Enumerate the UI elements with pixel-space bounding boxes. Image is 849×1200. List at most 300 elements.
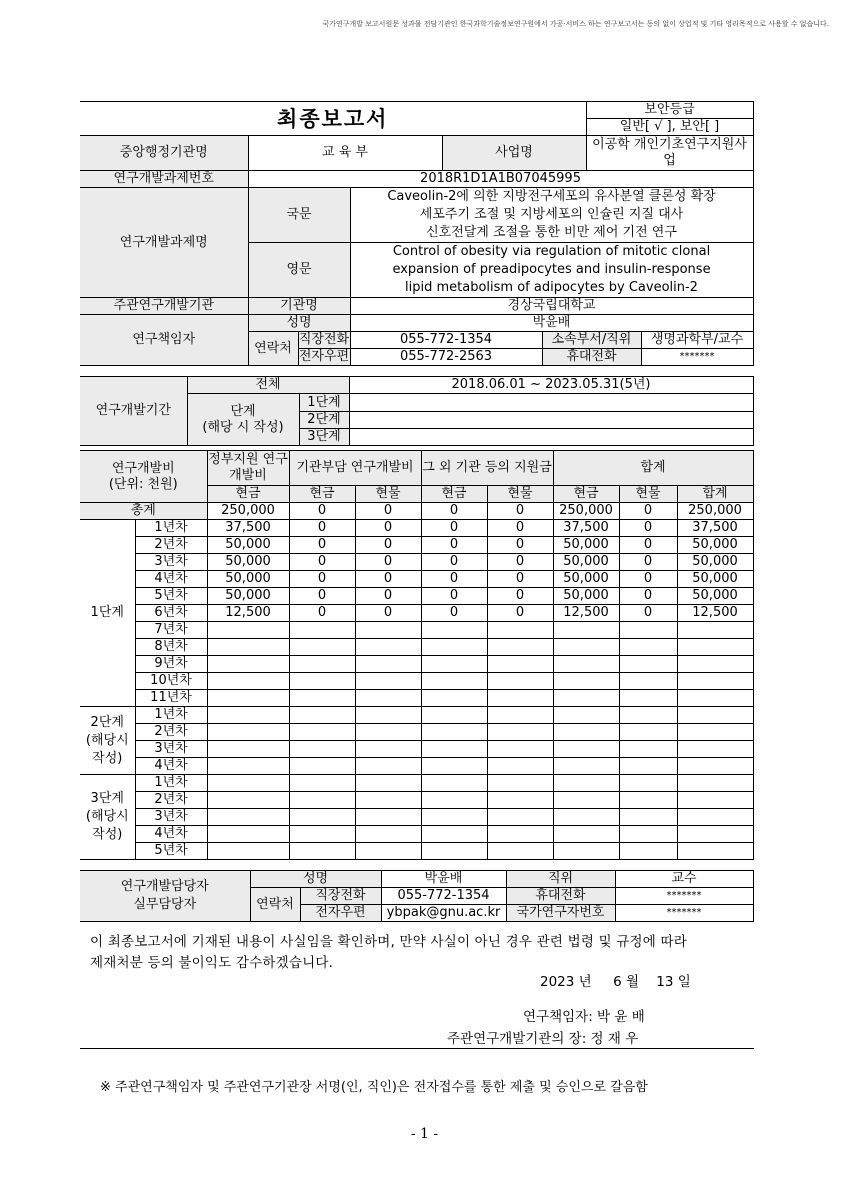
period-table <box>80 376 754 446</box>
institution-name-value: 경상국립대학교 <box>350 298 753 315</box>
budget-cell <box>487 792 553 809</box>
budget-cell <box>421 775 487 792</box>
budget-cell <box>553 792 619 809</box>
budget-cell <box>487 775 553 792</box>
budget-cell <box>355 622 421 639</box>
budget-cell: 0 <box>619 605 677 622</box>
budget-cell: 0 <box>487 503 553 520</box>
task-number-label: 연구개발과제번호 <box>80 171 248 188</box>
pi-signature: 연구책임자: 박 윤 배 <box>523 1009 645 1025</box>
budget-cell <box>289 673 355 690</box>
stage2-label: 2단계 (해당시 작성) <box>80 707 135 775</box>
budget-cell <box>553 673 619 690</box>
budget-cell <box>677 775 753 792</box>
english-title-label: 영문 <box>248 243 350 298</box>
budget-cell <box>487 724 553 741</box>
budget-cell <box>553 690 619 707</box>
budget-cell: 50,000 <box>553 554 619 571</box>
budget-cell <box>355 724 421 741</box>
budget-cell: 50,000 <box>677 554 753 571</box>
budget-year-row <box>80 639 753 656</box>
budget-cell <box>355 775 421 792</box>
budget-cell: 50,000 <box>677 571 753 588</box>
year-label: 5년차 <box>135 843 207 860</box>
budget-cell <box>619 673 677 690</box>
head-signature: 주관연구개발기관의 장: 정 재 우 <box>447 1031 639 1047</box>
budget-cell: 37,500 <box>553 520 619 537</box>
budget-cell <box>207 792 289 809</box>
korean-title-line: 세포주기 조절 및 지방세포의 인슐린 지질 대사 <box>419 207 684 222</box>
year-label: 11년차 <box>135 690 207 707</box>
budget-year-row <box>80 809 753 826</box>
budget-cell <box>487 639 553 656</box>
budget-cell <box>553 622 619 639</box>
budget-cell: 50,000 <box>207 588 289 605</box>
budget-cell: 50,000 <box>207 571 289 588</box>
budget-cell <box>207 724 289 741</box>
budget-year-row <box>80 758 753 775</box>
budget-cell <box>289 775 355 792</box>
manager-label-line: 실무담당자 <box>133 897 197 912</box>
agency-label: 중앙행정기관명 <box>80 136 248 171</box>
budget-cell <box>553 724 619 741</box>
budget-cell: 0 <box>355 554 421 571</box>
period-stage-1: 1단계 <box>299 394 349 412</box>
budget-cell: 50,000 <box>207 537 289 554</box>
budget-cell: 0 <box>619 554 677 571</box>
budget-cell <box>421 707 487 724</box>
korean-title-label: 국문 <box>248 188 350 243</box>
budget-cell: 0 <box>355 520 421 537</box>
manager-researcher-no-value: ******* <box>615 905 753 922</box>
period-stage-2: 2단계 <box>299 412 349 429</box>
budget-cell <box>487 656 553 673</box>
budget-cell: 0 <box>421 571 487 588</box>
budget-cell <box>355 707 421 724</box>
year-label: 3년차 <box>135 741 207 758</box>
budget-year-row <box>80 741 753 758</box>
period-stage-2-value <box>349 412 753 429</box>
year-label: 5년차 <box>135 588 207 605</box>
pi-name-value: 박윤배 <box>350 315 753 332</box>
task-title-label: 연구개발과제명 <box>80 188 248 298</box>
budget-cell: 0 <box>421 537 487 554</box>
budget-cell <box>619 724 677 741</box>
budget-total-label: 총계 <box>80 503 207 520</box>
budget-cell <box>553 758 619 775</box>
manager-mobile-label: 휴대전화 <box>506 888 615 905</box>
budget-cell: 0 <box>619 571 677 588</box>
budget-cell <box>421 792 487 809</box>
budget-cell <box>355 741 421 758</box>
english-title-line: Control of obesity via regulation of mitotic clonal <box>392 244 711 259</box>
year-label: 1년차 <box>135 520 207 537</box>
budget-cell: 0 <box>619 520 677 537</box>
year-label: 2년차 <box>135 792 207 809</box>
budget-cell <box>289 843 355 860</box>
budget-cell: 50,000 <box>553 588 619 605</box>
budget-cell <box>619 690 677 707</box>
budget-cell <box>677 622 753 639</box>
sub-cash: 현금 <box>553 486 619 503</box>
budget-cell <box>619 639 677 656</box>
budget-cell <box>289 639 355 656</box>
budget-cell: 250,000 <box>207 503 289 520</box>
budget-cell: 50,000 <box>207 554 289 571</box>
budget-cell <box>289 809 355 826</box>
budget-cell <box>421 758 487 775</box>
budget-cell <box>421 724 487 741</box>
budget-cell: 0 <box>487 588 553 605</box>
stage-label-text: 단계 <box>230 403 256 419</box>
budget-cell <box>619 656 677 673</box>
budget-cell: 50,000 <box>677 588 753 605</box>
budget-cell: 0 <box>289 588 355 605</box>
budget-cell <box>207 690 289 707</box>
budget-cell <box>487 809 553 826</box>
sub-kind: 현물 <box>355 486 421 503</box>
budget-cell <box>355 809 421 826</box>
budget-cell <box>619 826 677 843</box>
budget-cell <box>421 656 487 673</box>
pi-name-label: 성명 <box>248 315 350 332</box>
budget-cell <box>677 707 753 724</box>
manager-mobile-value: ******* <box>615 888 753 905</box>
korean-title-line: Caveolin-2에 의한 지방전구세포의 유사분열 클론성 확장 <box>387 189 716 204</box>
budget-cell: 12,500 <box>677 605 753 622</box>
year-label: 8년차 <box>135 639 207 656</box>
budget-cell: 37,500 <box>677 520 753 537</box>
budget-cell: 0 <box>355 571 421 588</box>
manager-label-line: 연구개발담당자 <box>120 879 209 894</box>
budget-cell <box>677 639 753 656</box>
year-label: 6년차 <box>135 605 207 622</box>
statement-line: 이 최종보고서에 기재된 내용이 사실임을 확인하며, 만약 사실이 아닌 경우 관련 법령 및 규정에 따라 <box>90 934 688 950</box>
budget-cell: 250,000 <box>677 503 753 520</box>
budget-cell <box>619 741 677 758</box>
budget-cell <box>619 758 677 775</box>
manager-office-value: 055-772-1354 <box>381 888 506 905</box>
budget-cell <box>677 673 753 690</box>
budget-cell: 0 <box>421 520 487 537</box>
budget-cell <box>289 758 355 775</box>
manager-email-value: ybpak@gnu.ac.kr <box>381 905 506 922</box>
period-stage-3-value <box>349 429 753 446</box>
report-title: 최종보고서 <box>80 102 586 136</box>
budget-cell <box>355 673 421 690</box>
budget-cell <box>355 656 421 673</box>
budget-cell: 0 <box>289 520 355 537</box>
budget-cell <box>355 843 421 860</box>
budget-cell <box>207 622 289 639</box>
budget-cell <box>553 707 619 724</box>
year-label: 4년차 <box>135 826 207 843</box>
budget-cell <box>421 741 487 758</box>
project-label: 사업명 <box>442 136 586 171</box>
stage1-label: 1단계 <box>80 520 135 707</box>
budget-cell: 0 <box>355 537 421 554</box>
year-label: 7년차 <box>135 622 207 639</box>
year-label: 1년차 <box>135 707 207 724</box>
year-label: 3년차 <box>135 809 207 826</box>
budget-cell <box>487 741 553 758</box>
budget-cell: 0 <box>421 554 487 571</box>
budget-cell <box>289 622 355 639</box>
manager-position-value: 교수 <box>615 871 753 888</box>
budget-cell <box>487 843 553 860</box>
pi-office-phone-label: 직장전화 <box>298 332 350 347</box>
budget-cell <box>421 843 487 860</box>
budget-cell <box>289 724 355 741</box>
budget-cell <box>421 809 487 826</box>
sub-cash: 현금 <box>421 486 487 503</box>
budget-cell <box>207 809 289 826</box>
budget-cell <box>207 741 289 758</box>
budget-cell <box>487 622 553 639</box>
year-label: 1년차 <box>135 775 207 792</box>
security-grade-label: 보안등급 <box>586 102 753 119</box>
budget-cell <box>289 690 355 707</box>
korean-title-line: 신호전달계 조절을 통한 비만 제어 기전 연구 <box>426 225 677 240</box>
year-label: 9년차 <box>135 656 207 673</box>
stage3-label: 3단계 (해당시 작성) <box>80 775 135 860</box>
pi-dept-value: 생명과학부/교수 <box>641 332 753 349</box>
confirmation-statement <box>90 932 750 974</box>
period-stage-1-value <box>349 394 753 412</box>
sub-total: 합계 <box>677 486 753 503</box>
budget-cell <box>553 639 619 656</box>
pi-email-label: 전자우편 <box>298 349 350 364</box>
budget-year-row <box>80 690 753 707</box>
budget-cell <box>289 656 355 673</box>
pi-mobile-value: ******* <box>641 349 753 366</box>
manager-office-label: 직장전화 <box>300 888 381 905</box>
budget-cell: 0 <box>289 605 355 622</box>
task-number-value: 2018R1D1A1B07045995 <box>248 171 753 188</box>
budget-year-row <box>80 571 753 588</box>
budget-cell: 0 <box>289 537 355 554</box>
budget-cell: 12,500 <box>553 605 619 622</box>
budget-cell <box>677 843 753 860</box>
budget-cell: 50,000 <box>553 537 619 554</box>
budget-cell <box>421 639 487 656</box>
budget-cell <box>421 826 487 843</box>
budget-cell: 0 <box>289 503 355 520</box>
year-label: 10년차 <box>135 673 207 690</box>
year-label: 2년차 <box>135 537 207 554</box>
budget-total-row <box>80 503 753 520</box>
budget-cell <box>355 690 421 707</box>
budget-year-row <box>80 826 753 843</box>
year-label: 3년차 <box>135 554 207 571</box>
budget-other-header: 그 외 기관 등의 지원금 <box>421 451 553 486</box>
project-value: 이공학 개인기초연구지원사업 <box>586 136 753 171</box>
budget-cell <box>619 707 677 724</box>
budget-cell: 0 <box>487 605 553 622</box>
period-stage-label <box>187 394 299 446</box>
budget-cell <box>207 758 289 775</box>
budget-cell <box>619 809 677 826</box>
budget-cell <box>553 843 619 860</box>
english-title-value <box>350 243 753 298</box>
budget-cell <box>355 792 421 809</box>
budget-cell: 0 <box>421 588 487 605</box>
budget-year-row <box>80 520 753 537</box>
budget-year-row <box>80 724 753 741</box>
budget-cell: 250,000 <box>553 503 619 520</box>
budget-cell <box>677 792 753 809</box>
stage3-rows <box>80 775 753 860</box>
budget-cell <box>619 843 677 860</box>
budget-cell <box>553 809 619 826</box>
budget-cell <box>553 656 619 673</box>
budget-cell <box>487 673 553 690</box>
manager-position-label: 직위 <box>506 871 615 888</box>
budget-cell: 0 <box>619 537 677 554</box>
budget-cell <box>677 741 753 758</box>
pi-office-phone-value: 055-772-1354 <box>350 332 542 349</box>
budget-year-row <box>80 775 753 792</box>
period-total-label: 전체 <box>187 377 349 394</box>
manager-name-label: 성명 <box>250 871 381 888</box>
manager-label <box>80 871 250 922</box>
sub-cash: 현금 <box>207 486 289 503</box>
budget-cell <box>289 826 355 843</box>
budget-cell: 0 <box>487 520 553 537</box>
budget-cell: 0 <box>289 571 355 588</box>
budget-year-row <box>80 537 753 554</box>
budget-cell <box>355 639 421 656</box>
english-title-line: expansion of preadipocytes and insulin-response <box>392 262 711 277</box>
footnote: ※ 주관연구책임자 및 주관연구기관장 서명(인, 직인)은 전자접수를 통한 제출 및 승인으로 갈음함 <box>100 1080 648 1095</box>
budget-year-row <box>80 554 753 571</box>
budget-year-row <box>80 792 753 809</box>
budget-cell <box>207 639 289 656</box>
budget-cell: 0 <box>355 588 421 605</box>
budget-year-row <box>80 605 753 622</box>
budget-cell <box>355 758 421 775</box>
budget-cell <box>207 673 289 690</box>
divider <box>80 1048 754 1049</box>
statement-line: 제재처분 등의 불이익도 감수하겠습니다. <box>90 955 334 971</box>
budget-cell: 0 <box>289 554 355 571</box>
institution-label: 주관연구개발기관 <box>80 298 248 315</box>
copyright-notice: 국가연구개발 보고서원문 성과물 전담기관인 한국과학기술정보연구원에서 가공·서비스 하는 연구보고서는 동의 없이 상업적 및 기타 영리목적으로 사용할 수 없습니다. <box>322 20 829 28</box>
budget-cell: 50,000 <box>553 571 619 588</box>
budget-cell: 0 <box>421 503 487 520</box>
budget-cell: 37,500 <box>207 520 289 537</box>
budget-cell <box>289 792 355 809</box>
budget-cell <box>207 826 289 843</box>
budget-cell <box>421 622 487 639</box>
year-label: 4년차 <box>135 571 207 588</box>
budget-cell: 0 <box>619 588 677 605</box>
budget-gov-header: 정부지원 연구개발비 <box>207 451 289 486</box>
budget-cell <box>421 690 487 707</box>
budget-cell <box>421 673 487 690</box>
manager-contact-label: 연락처 <box>250 888 300 922</box>
budget-cell <box>553 741 619 758</box>
manager-name-value: 박윤배 <box>381 871 506 888</box>
year-label: 2년차 <box>135 724 207 741</box>
budget-cell: 50,000 <box>677 537 753 554</box>
pi-label: 연구책임자 <box>80 315 248 366</box>
budget-sum-header: 합계 <box>553 451 753 486</box>
budget-cell: 0 <box>355 605 421 622</box>
budget-cell: 0 <box>619 503 677 520</box>
budget-cell <box>677 724 753 741</box>
pi-email-value: 055-772-2563 <box>350 349 542 366</box>
period-label: 연구개발기간 <box>80 377 187 446</box>
period-stage-3: 3단계 <box>299 429 349 446</box>
period-total-value: 2018.06.01 ~ 2023.05.31(5년) <box>349 377 753 394</box>
english-title-line: lipid metabolism of adipocytes by Caveolin-2 <box>405 280 698 295</box>
budget-cell <box>487 690 553 707</box>
budget-inst-header: 기관부담 연구개발비 <box>289 451 421 486</box>
budget-cell <box>619 792 677 809</box>
agency-value: 교 육 부 <box>248 136 442 171</box>
budget-year-row <box>80 622 753 639</box>
pi-mobile-label: 휴대전화 <box>542 349 641 366</box>
pi-dept-label: 소속부서/직위 <box>542 332 641 349</box>
budget-cell <box>553 826 619 843</box>
budget-label-text: 연구개발비 <box>111 460 175 476</box>
budget-cell: 0 <box>487 554 553 571</box>
institution-name-label: 기관명 <box>248 298 350 315</box>
budget-cell <box>677 656 753 673</box>
sub-kind: 현물 <box>619 486 677 503</box>
year-label: 4년차 <box>135 758 207 775</box>
budget-cell <box>677 758 753 775</box>
manager-table <box>80 870 754 922</box>
report-date: 2023 년 6 월 13 일 <box>540 974 691 990</box>
page-number: - 1 - <box>410 1126 439 1142</box>
report-info-table <box>80 101 754 366</box>
budget-cell <box>289 741 355 758</box>
budget-cell <box>677 826 753 843</box>
stage1-rows <box>80 520 753 707</box>
budget-cell: 0 <box>421 605 487 622</box>
budget-year-row <box>80 673 753 690</box>
budget-year-row <box>80 843 753 860</box>
budget-year-row <box>80 656 753 673</box>
budget-cell <box>207 775 289 792</box>
budget-unit-text: (단위: 천원) <box>108 476 178 492</box>
budget-label <box>80 451 207 503</box>
budget-cell <box>207 707 289 724</box>
budget-cell <box>487 826 553 843</box>
pi-contact-label: 연락처 <box>248 332 298 366</box>
korean-title-value <box>350 188 753 243</box>
sub-cash: 현금 <box>289 486 355 503</box>
budget-year-row <box>80 707 753 724</box>
stage2-rows <box>80 707 753 775</box>
budget-cell: 0 <box>355 503 421 520</box>
security-grade-value: 일반[ √ ], 보안[ ] <box>586 119 753 136</box>
budget-cell <box>207 843 289 860</box>
budget-cell <box>619 622 677 639</box>
budget-cell <box>677 690 753 707</box>
budget-cell: 12,500 <box>207 605 289 622</box>
budget-cell: 0 <box>487 537 553 554</box>
budget-cell <box>355 826 421 843</box>
stage-note-text: (해당 시 작성) <box>202 419 284 435</box>
sub-kind: 현물 <box>487 486 553 503</box>
budget-cell <box>619 775 677 792</box>
manager-email-label: 전자우편 <box>300 905 381 922</box>
budget-cell <box>487 758 553 775</box>
budget-cell: 0 <box>487 571 553 588</box>
